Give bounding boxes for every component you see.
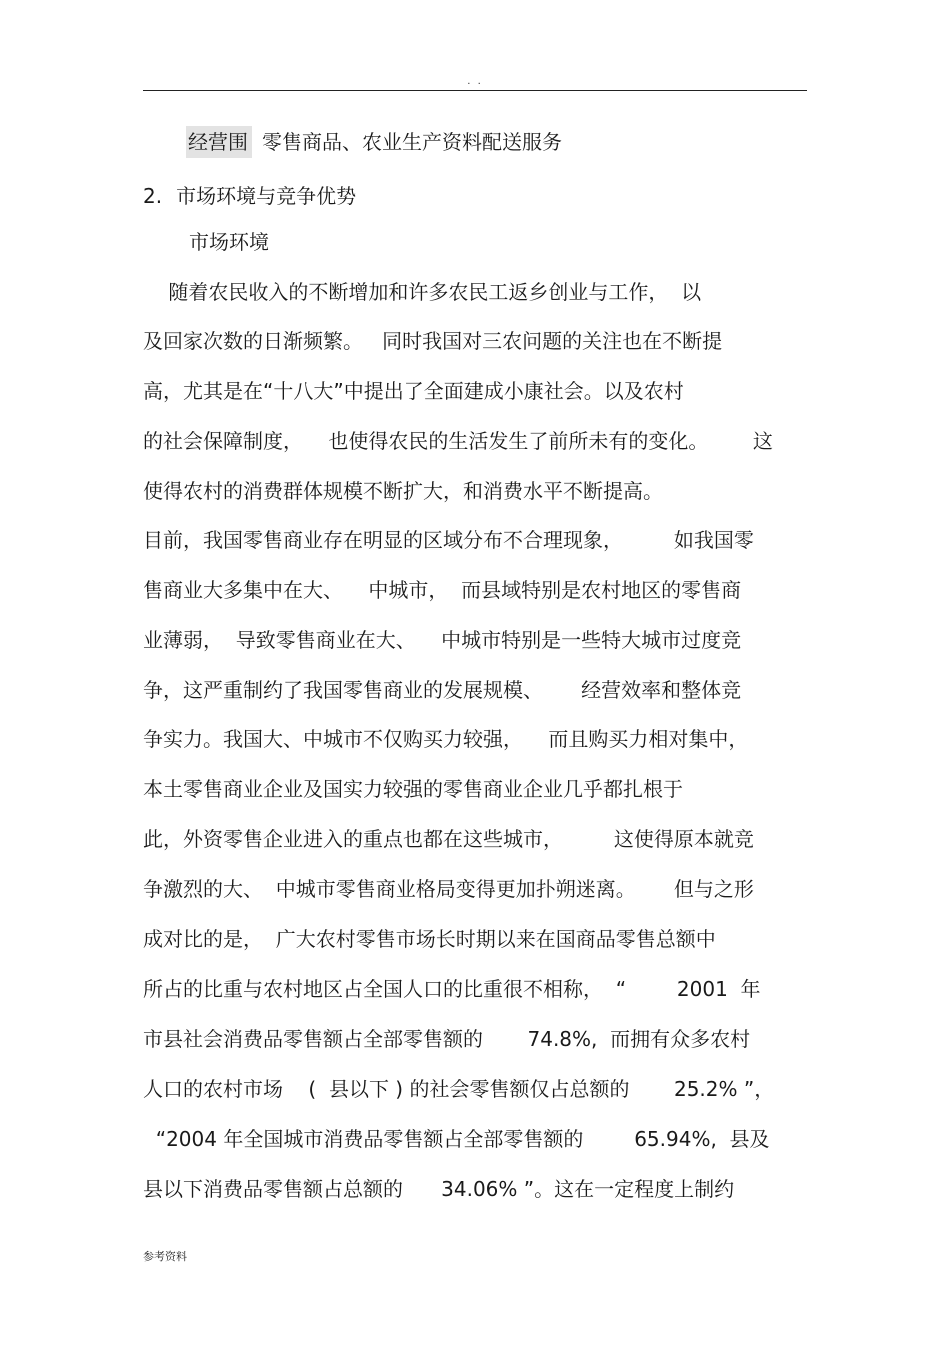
- body-line: 随着农民收入的不断增加和许多农民工返乡创业与工作， 以: [143, 280, 702, 304]
- section-heading: [143, 180, 356, 212]
- body-line: 争激烈的大、 中城市零售商业格局变得更加扑朔迷离。 但与之形: [143, 877, 754, 901]
- body-line: 售商业大多集中在大、 中城市， 而县域特别是农村地区的零售商: [143, 578, 742, 602]
- footer-note: 参考资料: [143, 1250, 187, 1263]
- body-line: 业薄弱， 导致零售商业在大、 中城市特别是一些特大城市过度竞: [143, 628, 742, 652]
- body-line: 的社会保障制度， 也使得农民的生活发生了前所未有的变化。 这: [143, 429, 773, 453]
- header-rule: [143, 90, 807, 91]
- body-line: 争实力。我国大、中城市不仅购买力较强， 而且购买力相对集中，: [143, 727, 749, 751]
- body-line: 使得农村的消费群体规模不断扩大，和消费水平不断提高。: [143, 479, 663, 503]
- business-scope-label: 经营围: [186, 126, 252, 158]
- body-line: 目前，我国零售商业存在明显的区域分布不合理现象， 如我国零: [143, 528, 754, 552]
- body-line: 成对比的是， 广大农村零售市场长时期以来在国商品零售总额中: [143, 927, 716, 951]
- body-line: 高，尤其是在“十八大”中提出了全面建成小康社会。以及农村: [143, 379, 684, 403]
- body-line: 市县社会消费品零售额占全部零售额的 74.8%, 而拥有众多农村: [143, 1027, 751, 1051]
- subsection-title: 市场环境: [189, 230, 269, 254]
- business-scope-text: 零售商品、农业生产资料配送服务: [262, 130, 562, 154]
- business-scope-line: [186, 126, 562, 158]
- body-line: 所占的比重与农村地区占全国人口的比重很不相称， “ 2001 年: [143, 977, 761, 1001]
- body-line: 及回家次数的日渐频繁。 同时我国对三农问题的关注也在不断提: [143, 329, 723, 353]
- body-line: 人口的农村市场 ( 县以下 ) 的社会零售额仅占总额的 25.2% ”，: [143, 1077, 775, 1101]
- body-line: “2004 年全国城市消费品零售额占全部零售额的 65.94%, 县及: [143, 1127, 770, 1151]
- header-dots: . .: [467, 76, 483, 87]
- body-line: 县以下消费品零售额占总额的 34.06% ”。这在一定程度上制约: [143, 1177, 735, 1201]
- section-title: 市场环境与竞争优势: [176, 184, 357, 208]
- section-number: 2.: [143, 184, 163, 208]
- body-line: 争，这严重制约了我国零售商业的发展规模、 经营效率和整体竞: [143, 678, 742, 702]
- body-line: 此，外资零售企业进入的重点也都在这些城市， 这使得原本就竞: [143, 827, 754, 851]
- body-line: 本土零售商业企业及国实力较强的零售商业企业几乎都扎根于: [143, 777, 683, 801]
